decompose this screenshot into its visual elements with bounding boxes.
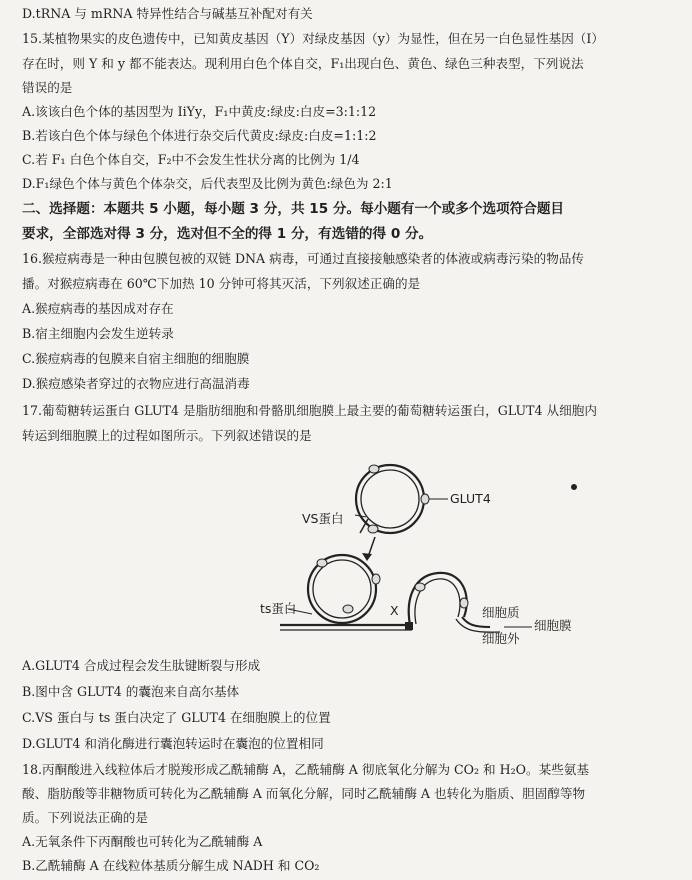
q16-option-c: C.猴痘病毒的包膜来自宿主细胞的细胞膜: [22, 351, 250, 366]
glut4-label: GLUT4: [450, 491, 491, 506]
q15-option-b: B.若该白色个体与绿色个体进行杂交后代黄皮:绿皮:白皮=1:1:2: [22, 128, 377, 143]
q18-stem-3: 质。下列说法正确的是: [22, 810, 148, 825]
q17-option-c: C.VS 蛋白与 ts 蛋白决定了 GLUT4 在细胞膜上的位置: [22, 710, 331, 725]
ts-protein-label: ts蛋白: [260, 601, 297, 616]
q17-stem-2: 转运到细胞膜上的过程如图所示。下列叙述错误的是: [22, 428, 312, 443]
q16-option-a: A.猴痘病毒的基因成对存在: [22, 301, 174, 316]
q18-option-b: B.乙酰辅酶 A 在线粒体基质分解生成 NADH 和 CO₂: [22, 858, 320, 873]
fusing-vesicle: [409, 573, 468, 625]
top-vesicle: [356, 465, 429, 533]
section-2-heading-2: 要求，全部选对得 3 分，选对但不全的得 1 分，有选错的得 0 分。: [22, 226, 433, 242]
q15-stem-2: 存在时，则 Y 和 y 都不能表达。现利用白色个体自交，F₁出现白色、黄色、绿色三种表型，下列说法: [22, 56, 584, 71]
q17-option-d: D.GLUT4 和消化酶进行囊泡转运时在囊泡的位置相同: [22, 736, 324, 751]
q18-stem-1: 18.丙酮酸进入线粒体后才脱羧形成乙酰辅酶 A，乙酰辅酶 A 彻底氧化分解为 CO₂ 和 H₂O。某些氨基: [22, 762, 589, 777]
q16-option-d: D.猴痘感染者穿过的衣物应进行高温消毒: [22, 376, 250, 391]
section-2-heading-1: 二、选择题：本题共 5 小题，每小题 3 分，共 15 分。每小题有一个或多个选项符合题目: [22, 201, 565, 217]
q17-option-a: A.GLUT4 合成过程会发生肽键断裂与形成: [22, 658, 261, 673]
q18-stem-2: 酸、脂肪酸等非糖物质可转化为乙酰辅酶 A 而氧化分解，同时乙酰辅酶 A 也转化为脂质、胆固醇等物: [22, 786, 586, 801]
q17-option-b: B.图中含 GLUT4 的囊泡来自高尔基体: [22, 684, 240, 699]
q16-stem-2: 播。对猴痘病毒在 60℃下加热 10 分钟可将其灭活，下列叙述正确的是: [22, 276, 421, 291]
q14-option-d: D.tRNA 与 mRNA 特异性结合与碱基互补配对有关: [22, 6, 313, 21]
q15-option-d: D.F₁绿色个体与黄色个体杂交，后代表型及比例为黄色:绿色为 2:1: [22, 176, 393, 191]
q15-stem-1: 15.某植物果实的皮色遗传中，已知黄皮基因（Y）对绿皮基因（y）为显性，但在另一白色显性基因（I）: [22, 31, 604, 46]
q18-option-a: A.无氧条件下丙酮酸也可转化为乙酰辅酶 A: [22, 834, 263, 849]
ink-dot: [571, 484, 577, 490]
q16-option-b: B.宿主细胞内会发生逆转录: [22, 326, 174, 341]
cytoplasm-label: 细胞质: [482, 605, 520, 620]
vs-protein-label: VS蛋白: [302, 511, 344, 526]
docking-vesicle: [308, 555, 380, 623]
q17-stem-1: 17.葡萄糖转运蛋白 GLUT4 是脂肪细胞和骨骼肌细胞膜上最主要的葡萄糖转运蛋白，GLUT4 从细胞内: [22, 403, 597, 418]
q15-option-a: A.该该白色个体的基因型为 IiYy，F₁中黄皮:绿皮:白皮=3:1:12: [22, 104, 377, 119]
glut4-transport-diagram: [250, 457, 580, 657]
q16-stem-1: 16.猴痘病毒是一种由包膜包被的双链 DNA 病毒，可通过直接接触感染者的体液或病毒污染的物品传: [22, 251, 584, 266]
membrane-label: 细胞膜: [534, 618, 572, 633]
q15-stem-3: 错误的是: [22, 80, 73, 95]
outside-cell-label: 细胞外: [482, 631, 520, 646]
q15-option-c: C.若 F₁ 白色个体自交，F₂中不会发生性状分离的比例为 1/4: [22, 152, 360, 167]
x-mark: X: [390, 603, 399, 618]
